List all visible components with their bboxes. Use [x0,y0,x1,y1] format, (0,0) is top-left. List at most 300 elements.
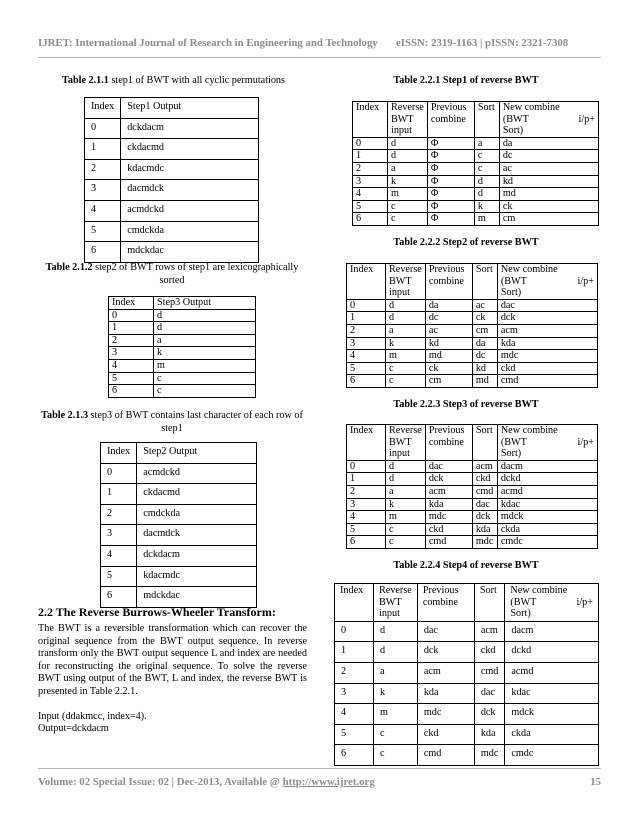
table-cell: mdck [505,704,599,725]
table-cell: 5 [347,362,386,375]
table-cell: kda [474,724,505,745]
caption-number: Table 2.1.3 [41,410,89,421]
table-cell: 5 [85,221,121,242]
table-2-2-1 [352,101,599,226]
table-header-row [85,98,259,119]
table-header-row [347,425,598,461]
header-cell: Index [85,98,121,119]
table-cell: d [154,322,256,335]
table-cell: kd [472,362,497,375]
table-cell: dac [472,498,497,511]
table-cell: da [472,337,497,350]
table-row [353,175,599,188]
table-cell: c [474,150,499,163]
table-row [335,745,599,766]
caption-number: Table 2.1.2 [45,262,93,273]
table-cell: md [425,350,472,363]
table-row [353,150,599,163]
table-cell: mdc [417,704,474,725]
caption-text: Table 2.2.4 Step4 of reverse BWT [393,560,539,571]
table-cell: ck [499,200,598,213]
header-cell: Reverse BWT input [374,584,418,622]
table-cell: 0 [335,621,374,642]
table-row [85,118,259,139]
table-cell: ckda [497,523,597,536]
table-cell: kda [497,337,597,350]
running-header [38,37,598,49]
table-row [347,523,598,536]
table-row [347,299,598,312]
page-number: 15 [590,776,601,788]
table-cell: ck [472,312,497,325]
table-cell: mdc [472,536,497,549]
header-line: New combine [500,425,558,436]
table-cell: 1 [347,473,386,486]
table-header-row [353,102,599,138]
table-row [85,180,259,201]
table-cell: 3 [353,175,388,188]
table-cell: c [386,523,426,536]
table-cell: k [154,347,256,360]
table-cell: 4 [85,200,121,221]
table-row [101,545,257,566]
caption-number: Table 2.1.1 [62,75,109,86]
table-cell: ac [425,324,472,337]
caption-text: Table 2.2.1 Step1 of reverse BWT [393,75,539,86]
table-cell: m [386,511,426,524]
table-row [353,200,599,213]
table-cell: md [472,375,497,388]
table-row [101,504,257,525]
table-cell: d [474,175,499,188]
table-cell: dck [472,511,497,524]
caption-text: Table 2.2.3 Step3 of reverse BWT [393,399,539,410]
caption-text: step1 of BWT with all cyclic permutations [108,75,285,86]
header-cell: Sort [474,584,505,622]
table-cell: kd [499,175,598,188]
table-cell: a [474,137,499,150]
table-cell: ckd [474,642,505,663]
table-cell: acmd [497,485,597,498]
table-row [85,139,259,160]
header-cell: Index [335,584,374,622]
table-cell: ckdacmd [121,139,259,160]
table-cell: dacm [505,621,599,642]
header-cell: Index [347,425,386,461]
table-cell: c [386,536,426,549]
table-cell: c [386,362,426,375]
table-cell: Φ [427,137,474,150]
table-cell: 5 [347,523,386,536]
table-row [109,359,256,372]
table-cell: md [499,188,598,201]
table-cell: a [386,485,426,498]
table-cell: k [386,498,426,511]
header-cell: Step3 Output [154,297,256,310]
journal-link[interactable]: http://www.ijret.org [282,776,375,788]
table-row [353,162,599,175]
table-row [101,484,257,505]
table-cell: dck [425,473,472,486]
input-line: Input (ddakmcc, index=4). [38,710,147,722]
table-cell: acm [425,485,472,498]
table-cell: Φ [427,162,474,175]
table-cell: m [386,350,426,363]
table-cell: 2 [109,334,154,347]
table-row [101,525,257,546]
table-cell: dac [417,621,474,642]
table-cell: dck [417,642,474,663]
issn-text: eISSN: 2319-1163 | pISSN: 2321-7308 [396,37,569,49]
table-cell: 0 [347,460,386,473]
table-cell: dac [425,460,472,473]
table-row [347,460,598,473]
table-cell: 6 [109,385,154,398]
table-cell: acmd [505,662,599,683]
table-cell: 5 [335,724,374,745]
footer-divider [38,768,601,769]
table-cell: a [374,662,418,683]
table-cell: dacmdck [121,180,259,201]
table-cell: 3 [347,498,386,511]
table-cell: kd [425,337,472,350]
header-line: i/p+ [576,596,593,608]
table-cell: 4 [109,359,154,372]
table-cell: ac [499,162,598,175]
header-cell: Index [101,443,137,464]
table-cell: m [388,188,428,201]
table-cell: d [474,188,499,201]
table-cell: mdc [497,350,597,363]
table-2-1-2 [108,296,256,398]
table-header-row [335,584,599,622]
table-cell: ac [472,299,497,312]
caption-table-2-1-1 [62,75,285,88]
header-line: i/p+ [577,275,594,287]
table-cell: 0 [109,309,154,322]
table-cell: dc [425,312,472,325]
table-row [347,312,598,325]
table-cell: mdc [425,511,472,524]
table-cell: kda [472,523,497,536]
table-cell: kdacmdc [121,159,259,180]
journal-title: IJRET: International Journal of Research in Engineering and Technology [38,37,378,49]
caption-text: Table 2.2.2 Step2 of reverse BWT [393,237,539,248]
header-cell: Sort [472,425,497,461]
table-cell: mdckdac [121,242,259,263]
table-cell: 6 [347,536,386,549]
table-cell: c [388,213,428,226]
table-cell: 2 [335,662,374,683]
table-row [109,322,256,335]
table-cell: kda [417,683,474,704]
table-cell: dc [472,350,497,363]
table-cell: cm [472,324,497,337]
table-cell: 2 [101,504,137,525]
table-cell: d [374,642,418,663]
table-row [85,200,259,221]
table-row [109,334,256,347]
table-row [347,511,598,524]
table-cell: 2 [347,485,386,498]
table-cell: ckd [497,362,597,375]
table-row [85,159,259,180]
table-row [101,566,257,587]
header-cell: Step1 Output [121,98,259,119]
table-cell: 1 [109,322,154,335]
table-header-row [347,264,598,300]
header-line: Sort) [500,448,522,460]
caption-text: step3 of BWT contains last character of each row of step1 [88,410,303,434]
header-cell [497,264,597,300]
table-row [101,463,257,484]
header-line: i/p+ [577,436,594,448]
table-row [335,704,599,725]
caption-text: step2 of BWT rows of step1 are lexicographically sorted [92,262,299,286]
caption-table-2-2-2 [330,237,602,250]
table-cell: dac [497,299,597,312]
table-cell: dck [474,704,505,725]
table-cell: dck [497,312,597,325]
table-cell: cmdckda [137,504,257,525]
table-cell: mdckdac [137,587,257,608]
table-cell: cmd [474,662,505,683]
header-cell: Index [347,264,386,300]
table-cell: a [386,324,426,337]
header-cell: Previous combine [427,102,474,138]
table-cell: mdc [474,745,505,766]
header-cell: Reverse BWT input [386,425,426,461]
table-row [347,485,598,498]
table-cell: cmd [497,375,597,388]
table-row [347,350,598,363]
table-row [109,372,256,385]
table-row [335,642,599,663]
table-cell: m [474,213,499,226]
header-cell: Previous combine [417,584,474,622]
caption-table-2-1-2 [38,262,306,287]
table-cell: 3 [85,180,121,201]
table-cell: k [386,337,426,350]
header-cell: Reverse BWT input [386,264,426,300]
table-cell: Φ [427,188,474,201]
output-line: Output=dckdacm [38,723,109,735]
table-cell: Φ [427,150,474,163]
table-cell: c [388,200,428,213]
table-cell: 3 [335,683,374,704]
table-cell: k [388,175,428,188]
table-row [85,242,259,263]
table-cell: 6 [101,587,137,608]
table-row [347,362,598,375]
section-body [38,623,307,736]
table-cell: c [154,385,256,398]
table-cell: d [374,621,418,642]
table-cell: d [154,309,256,322]
table-cell: 0 [353,137,388,150]
table-cell: 2 [85,159,121,180]
table-header-row [109,297,256,310]
table-row [353,137,599,150]
table-cell: cmd [472,485,497,498]
header-cell: Sort [472,264,497,300]
header-line: New combine [502,102,560,113]
table-2-1-3 [100,442,257,608]
table-cell: Φ [427,175,474,188]
caption-table-2-2-1 [330,75,602,88]
header-line: Sort) [510,608,531,620]
header-line: New combine [500,264,558,275]
table-row [109,309,256,322]
table-cell: ckda [505,724,599,745]
table-cell: ckd [425,523,472,536]
table-cell: k [474,200,499,213]
table-row [109,385,256,398]
header-cell: Previous combine [425,425,472,461]
table-row [335,683,599,704]
table-cell: dckdacm [121,118,259,139]
table-cell: kdac [497,498,597,511]
section-heading: 2.2 The Reverse Burrows-Wheeler Transform: [38,605,276,619]
table-cell: 2 [353,162,388,175]
table-cell: 0 [85,118,121,139]
table-cell: ckd [472,473,497,486]
table-2-2-3 [346,424,598,549]
header-cell: Reverse BWT input [388,102,428,138]
table-cell: 6 [347,375,386,388]
table-cell: cmdc [505,745,599,766]
table-row [109,347,256,360]
table-cell: 3 [347,337,386,350]
header-line: Sort) [500,287,522,299]
table-cell: cmdckda [121,221,259,242]
table-cell: d [388,150,428,163]
caption-table-2-2-4 [330,560,602,573]
table-cell: d [386,473,426,486]
table-cell: 4 [335,704,374,725]
table-cell: 4 [347,350,386,363]
table-cell: c [374,724,418,745]
table-cell: d [386,312,426,325]
table-cell: c [374,745,418,766]
table-cell: acm [497,324,597,337]
header-line: New combine [510,585,568,596]
table-cell: ckd [417,724,474,745]
table-cell: 4 [101,545,137,566]
table-cell: 3 [109,347,154,360]
header-cell: Previous combine [425,264,472,300]
table-cell: da [499,137,598,150]
table-cell: kdac [505,683,599,704]
header-cell: Index [109,297,154,310]
table-2-1-1 [84,97,259,263]
table-cell: acm [474,621,505,642]
header-divider [38,57,601,58]
table-row [347,536,598,549]
header-cell: Sort [474,102,499,138]
table-row [353,213,599,226]
header-line: Sort) [502,125,524,137]
table-cell: 4 [347,511,386,524]
table-cell: 2 [347,324,386,337]
header-line: (BWT [500,436,527,448]
table-cell: k [374,683,418,704]
table-cell: 5 [101,566,137,587]
header-cell [497,425,597,461]
table-cell: da [425,299,472,312]
table-cell: cmd [425,536,472,549]
table-2-2-2 [346,263,598,388]
table-cell: 5 [109,372,154,385]
running-footer [38,776,601,788]
table-cell: dac [474,683,505,704]
table-cell: dc [499,150,598,163]
table-cell: 1 [347,312,386,325]
table-cell: 6 [353,213,388,226]
header-cell [499,102,598,138]
table-row [353,188,599,201]
table-cell: a [388,162,428,175]
table-cell: 3 [101,525,137,546]
table-cell: kda [425,498,472,511]
table-cell: 5 [353,200,388,213]
table-cell: cm [499,213,598,226]
table-cell: 0 [347,299,386,312]
table-cell: cmd [417,745,474,766]
table-cell: d [386,299,426,312]
table-cell: 1 [101,484,137,505]
volume-text: Volume: 02 Special Issue: 02 | Dec-2013, Available @ [38,776,283,788]
table-row [335,621,599,642]
table-cell: cm [425,375,472,388]
table-cell: acm [417,662,474,683]
table-row [335,724,599,745]
caption-table-2-2-3 [330,399,602,412]
header-line: (BWT [502,113,529,125]
header-line: i/p+ [578,113,595,125]
header-line: (BWT [500,275,527,287]
caption-table-2-1-3 [38,410,306,435]
table-cell: 1 [335,642,374,663]
header-cell: Step2 Output [137,443,257,464]
table-cell: cmdc [497,536,597,549]
table-cell: ck [425,362,472,375]
table-cell: dacmdck [137,525,257,546]
table-cell: 1 [353,150,388,163]
header-line: (BWT [510,596,537,608]
table-2-2-4 [334,583,599,766]
table-cell: kdacmdc [137,566,257,587]
table-cell: c [386,375,426,388]
header-cell: Index [353,102,388,138]
table-cell: 4 [353,188,388,201]
header-cell [505,584,599,622]
table-cell: dckd [505,642,599,663]
table-cell: 0 [101,463,137,484]
table-cell: dacm [497,460,597,473]
table-cell: d [386,460,426,473]
table-cell: m [154,359,256,372]
table-cell: acmdckd [137,463,257,484]
table-cell: Φ [427,213,474,226]
table-cell: d [388,137,428,150]
body-paragraph: The BWT is a reversible transformation which can recover the original sequence from the BWT output sequence. In reverse transform only the BWT output sequence L and index are needed for reconstructing the original sequence. To solve the reverse BWT using output of the BWT, L and index, the reverse BWT is presented in Table 2.2.1. [38,623,307,697]
table-row [347,473,598,486]
table-cell: acmdckd [121,200,259,221]
table-cell: a [154,334,256,347]
table-row [85,221,259,242]
table-row [347,337,598,350]
